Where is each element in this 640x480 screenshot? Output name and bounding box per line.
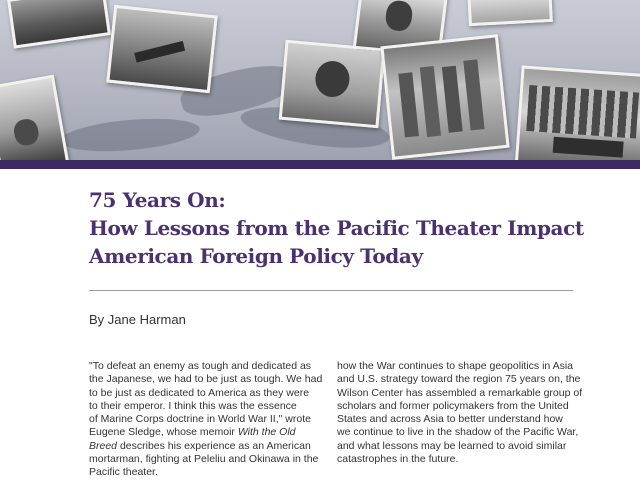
body-line: mortarman, fighting at Peleliu and Okinawa in the (89, 453, 319, 466)
body-line: how the War continues to shape geopolitics in Asia (337, 360, 573, 372)
body-line: of Marine Corps doctrine in World War II," wrote (89, 413, 311, 426)
header-photo-collage (0, 0, 640, 160)
photo-aviator (0, 75, 69, 160)
body-line: catastrophes in the future. (337, 453, 459, 466)
book-title: Breed (89, 439, 118, 452)
body-line: Wilson Center has assembled a remarkable group of (337, 386, 583, 399)
headline-divider (89, 290, 573, 291)
photo-soldiers (7, 0, 111, 49)
body-line: scholars and former policymakers from the United (337, 399, 569, 412)
body-line: to be just as dedicated to America as they were (89, 386, 310, 399)
banner-rule (0, 160, 640, 169)
body-line: States and across Asia to better understand how (337, 413, 563, 426)
photo-explosion (279, 40, 386, 128)
photo-carrier (467, 0, 553, 26)
body-text: describes his experience as an American (117, 439, 311, 452)
headline-line-3: American Foreign Policy Today (89, 244, 423, 268)
photo-prisoners (380, 34, 509, 160)
body-line: "To defeat an enemy as tough and dedicated as (89, 360, 312, 372)
photo-surrender-ceremony (515, 65, 640, 160)
body-column-left (89, 360, 321, 480)
body-line: we continue to live in the shadow of the Pacific War, (337, 426, 579, 439)
body-line: the Japanese, we had to be just as tough. We had (89, 373, 323, 386)
body-column-right (337, 360, 583, 466)
body-line: to their emperor. I think this was the essence (89, 399, 297, 412)
book-title: With the Old (237, 426, 296, 439)
body-line: and what lessons may be learned to avoid similar (337, 439, 567, 452)
article-headline (89, 186, 609, 270)
photo-warship (106, 5, 218, 93)
body-line (89, 426, 321, 439)
body-line (89, 440, 321, 453)
body-line: and U.S. strategy toward the region 75 years on, the (337, 373, 581, 386)
byline: By Jane Harman (89, 312, 186, 327)
map-landmass (59, 114, 201, 156)
headline-line-1: 75 Years On: (89, 188, 226, 212)
body-text: Eugene Sledge, whose memoir (89, 426, 238, 439)
headline-line-2: How Lessons from the Pacific Theater Impact (89, 216, 584, 240)
body-line: Pacific theater. (89, 466, 158, 479)
